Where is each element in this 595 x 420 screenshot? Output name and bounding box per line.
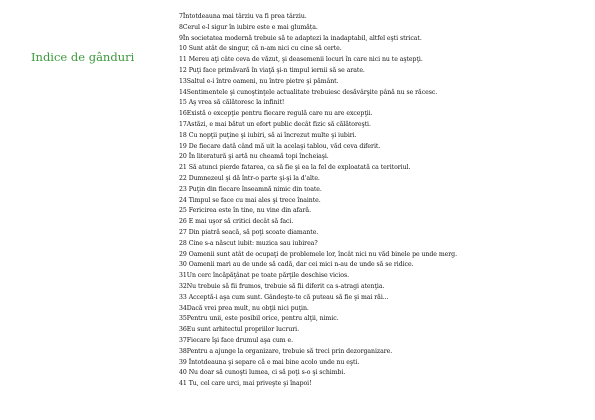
- thought-item: 31Un cerc încăpăţânat pe toate părţile deschise vicios.: [179, 272, 349, 280]
- thought-item: 19 De fiecare dată când mă uit la acelaşi tablou, văd ceva diferit.: [179, 142, 381, 150]
- thought-item: 15 Aş vrea să călătoresc la infinit!: [179, 99, 285, 107]
- thought-item: 41 Tu, cel care urci, mai priveşte şi înapoi!: [179, 380, 312, 388]
- thought-item: 22 Dumnezeul şi dă într-o parte şi-şi la d'alte.: [179, 174, 320, 182]
- thought-item: 8Cerul e-l sigur în iubire este e mai glumăța.: [179, 23, 318, 31]
- thought-item: 25 Fericirea este în tine, nu vine din afară.: [179, 207, 311, 215]
- thought-item: 26 E mai uşor să critici decât să faci.: [179, 218, 294, 226]
- index-title: Indice de gânduri: [31, 50, 135, 64]
- thought-item: 40 Nu doar să cunoşti lumea, ci să poţi s-o şi schimbi.: [179, 369, 346, 377]
- thought-item: 13Saltul e-i între oameni, nu între pietre şi pământ.: [179, 77, 339, 85]
- thought-item: 27 Din piatră seacă, să poţi scoate diamante.: [179, 228, 319, 236]
- thought-item: 14Sentimentele şi cunoştinţele actualitate trebuiesc desăvârşite până nu se răcesc.: [179, 88, 438, 96]
- thought-item: 7Întotdeauna mai târziu va fi prea târziu.: [179, 13, 307, 20]
- thought-item: 29 Oamenii sunt atât de ocupaţi de problemele lor, încât nici nu văd binele pe unde merg.: [179, 250, 457, 258]
- thought-item: 28 Cine s-a născut iubit: muzica sau iubirea?: [179, 239, 318, 247]
- thought-item: 30 Oamenii mari au de unde să cadă, dar cei mici n-au de unde să se ridice.: [179, 261, 414, 269]
- thought-item: 37Fiecare îşi face drumul aşa cum e.: [179, 336, 294, 344]
- thought-item: 23 Puţin din fiecare înseamnă nimic din toate.: [179, 185, 322, 193]
- thought-item: 21 Să atunci pierde fatarea, ca să fie şi ea la fel de exploatată ca teritoriul.: [179, 164, 411, 172]
- thought-item: 18 Cu nopţii puţine şi iubiri, să ai încrezut multe şi iubiri.: [179, 131, 357, 139]
- thought-item: 24 Timpul se face cu mai ales şi trece înainte.: [179, 196, 321, 204]
- thought-item: 33 Acceptă-i aşa cum sunt. Gândeşte-te că puteau să fie şi mai răi...: [179, 293, 389, 301]
- thought-item: 20 În literatură şi artă nu cheamă topi încheiaşi.: [179, 153, 329, 161]
- thoughts-list: [179, 12, 589, 390]
- thought-item: 11 Mereu aţi câte ceva de văzut, şi deasemenii locuri în care nici nu te aştepţi.: [179, 56, 423, 64]
- thought-item: 12 Puţi face primăvară în viaţă şi-n timpul iernii să se arate.: [179, 66, 365, 74]
- thought-item: 38Pentru a ajunge la organizare, trebuie să treci prin dezorganizare.: [179, 347, 393, 355]
- thought-item: 17Astăzi, e mai bătut un efort public decât fizic să călătoreşti.: [179, 120, 371, 128]
- thought-item: 16Există o excepţie pentru fiecare regulă care nu are excepţii.: [179, 110, 373, 118]
- thought-item: 10 Sunt atât de singur, că n-am nici cu cine să certe.: [179, 45, 342, 53]
- thought-item: 35Pentru unii, este posibil orice, pentru alţii, nimic.: [179, 315, 339, 323]
- thought-item: 39 Întotdeauna şi separe că e mai bine acolo unde nu eşti.: [179, 358, 360, 366]
- thought-item: 34Dacă vrei prea mult, nu obţii nici puţin.: [179, 304, 309, 312]
- thought-item: 32Nu trebuie să fii frumos, trebuie să fii diferit ca s-atragi atenţia.: [179, 282, 385, 290]
- thought-item: 36Eu sunt arhitectul propriilor lucruri.: [179, 326, 300, 334]
- thought-item: 9În societatea modernă trebuie să te adaptezi la inadaptabil, altfel eşti stricat.: [179, 34, 422, 42]
